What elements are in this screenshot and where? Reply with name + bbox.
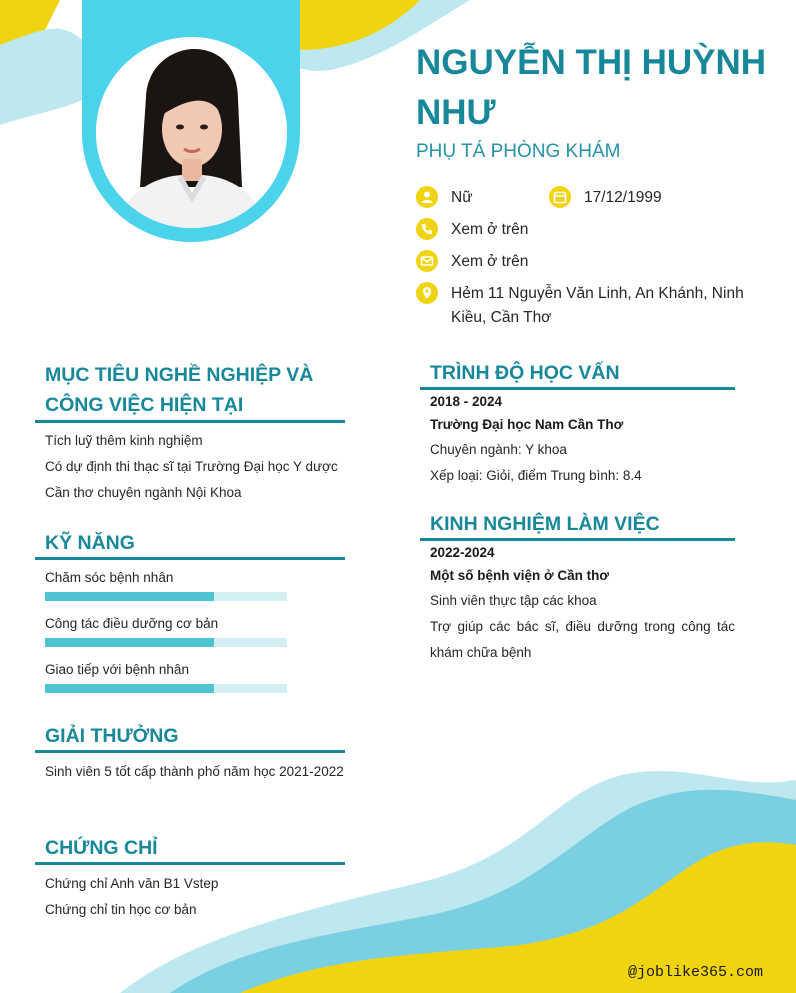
- site-watermark: @joblike365.com: [628, 964, 764, 981]
- objective-line-2: Có dự định thi thạc sĩ tại Trường Đại học Y dược Cần thơ chuyên ngành Nội Khoa: [45, 459, 338, 500]
- experience-description: Trợ giúp các bác sĩ, điều dưỡng trong công tác khám chữa bệnh: [430, 619, 735, 660]
- skill-bar-fill: [45, 638, 214, 647]
- experience-role: Sinh viên thực tập các khoa: [430, 593, 597, 608]
- objective-line-1: Tích luỹ thêm kinh nghiệm: [45, 433, 203, 448]
- address-row: [416, 282, 756, 330]
- skill-label: Giao tiếp với bệnh nhân: [45, 662, 189, 677]
- experience-period: 2022-2024: [430, 545, 495, 560]
- skill-bar-fill: [45, 592, 214, 601]
- phone-value: Xem ở trên: [451, 221, 529, 238]
- education-grade: Xếp loại: Giỏi, điểm Trung bình: 8.4: [430, 468, 642, 483]
- address-value: Hẻm 11 Nguyễn Văn Linh, An Khánh, Ninh Kiều, Cần Thơ: [451, 285, 744, 326]
- awards-divider: [35, 750, 345, 753]
- certificate-item: Chứng chỉ tin học cơ bản: [45, 902, 197, 917]
- experience-title: KINH NGHIỆM LÀM VIỆC: [430, 513, 660, 535]
- portrait-photo: [96, 37, 287, 228]
- objective-title: MỤC TIÊU NGHỀ NGHIỆP VÀ CÔNG VIỆC HIỆN TẠI: [45, 364, 314, 416]
- skill-bar: [45, 638, 287, 647]
- skill-bar: [45, 592, 287, 601]
- mail-icon: [416, 250, 438, 272]
- certificates-divider: [35, 862, 345, 865]
- education-period: 2018 - 2024: [430, 394, 503, 409]
- birthday-row: [549, 186, 662, 210]
- gender-value: Nữ: [451, 189, 473, 206]
- birthday-value: 17/12/1999: [584, 189, 662, 206]
- skill-label: Chăm sóc bệnh nhân: [45, 570, 174, 585]
- gender-row: [416, 186, 473, 210]
- candidate-name: NGUYỄN THỊ HUỲNH NHƯ: [416, 43, 767, 132]
- skills-divider: [35, 557, 345, 560]
- certificate-item: Chứng chỉ Anh văn B1 Vstep: [45, 876, 219, 891]
- objective-divider: [35, 420, 345, 423]
- education-title: TRÌNH ĐỘ HỌC VẤN: [430, 362, 620, 384]
- person-icon: [416, 186, 438, 208]
- calendar-icon: [549, 186, 571, 208]
- certificates-title: CHỨNG CHỈ: [45, 837, 158, 859]
- skill-bar-fill: [45, 684, 214, 693]
- job-title: PHỤ TÁ PHÒNG KHÁM: [416, 141, 621, 162]
- location-pin-icon: [416, 282, 438, 304]
- phone-row: [416, 218, 528, 242]
- email-row: [416, 250, 528, 274]
- education-divider: [420, 387, 735, 390]
- skills-title: KỸ NĂNG: [45, 532, 135, 554]
- skill-bar: [45, 684, 287, 693]
- skill-label: Công tác điều dưỡng cơ bản: [45, 616, 219, 631]
- phone-icon: [416, 218, 438, 240]
- education-school: Trường Đại học Nam Cần Thơ: [430, 417, 624, 432]
- award-text: Sinh viên 5 tốt cấp thành phố năm học 2021-2022: [45, 764, 344, 779]
- awards-title: GIẢI THƯỞNG: [45, 725, 179, 747]
- email-value: Xem ở trên: [451, 253, 529, 270]
- education-major: Chuyên ngành: Y khoa: [430, 442, 567, 457]
- experience-place: Một số bệnh viện ở Cần thơ: [430, 568, 609, 583]
- experience-divider: [420, 538, 735, 541]
